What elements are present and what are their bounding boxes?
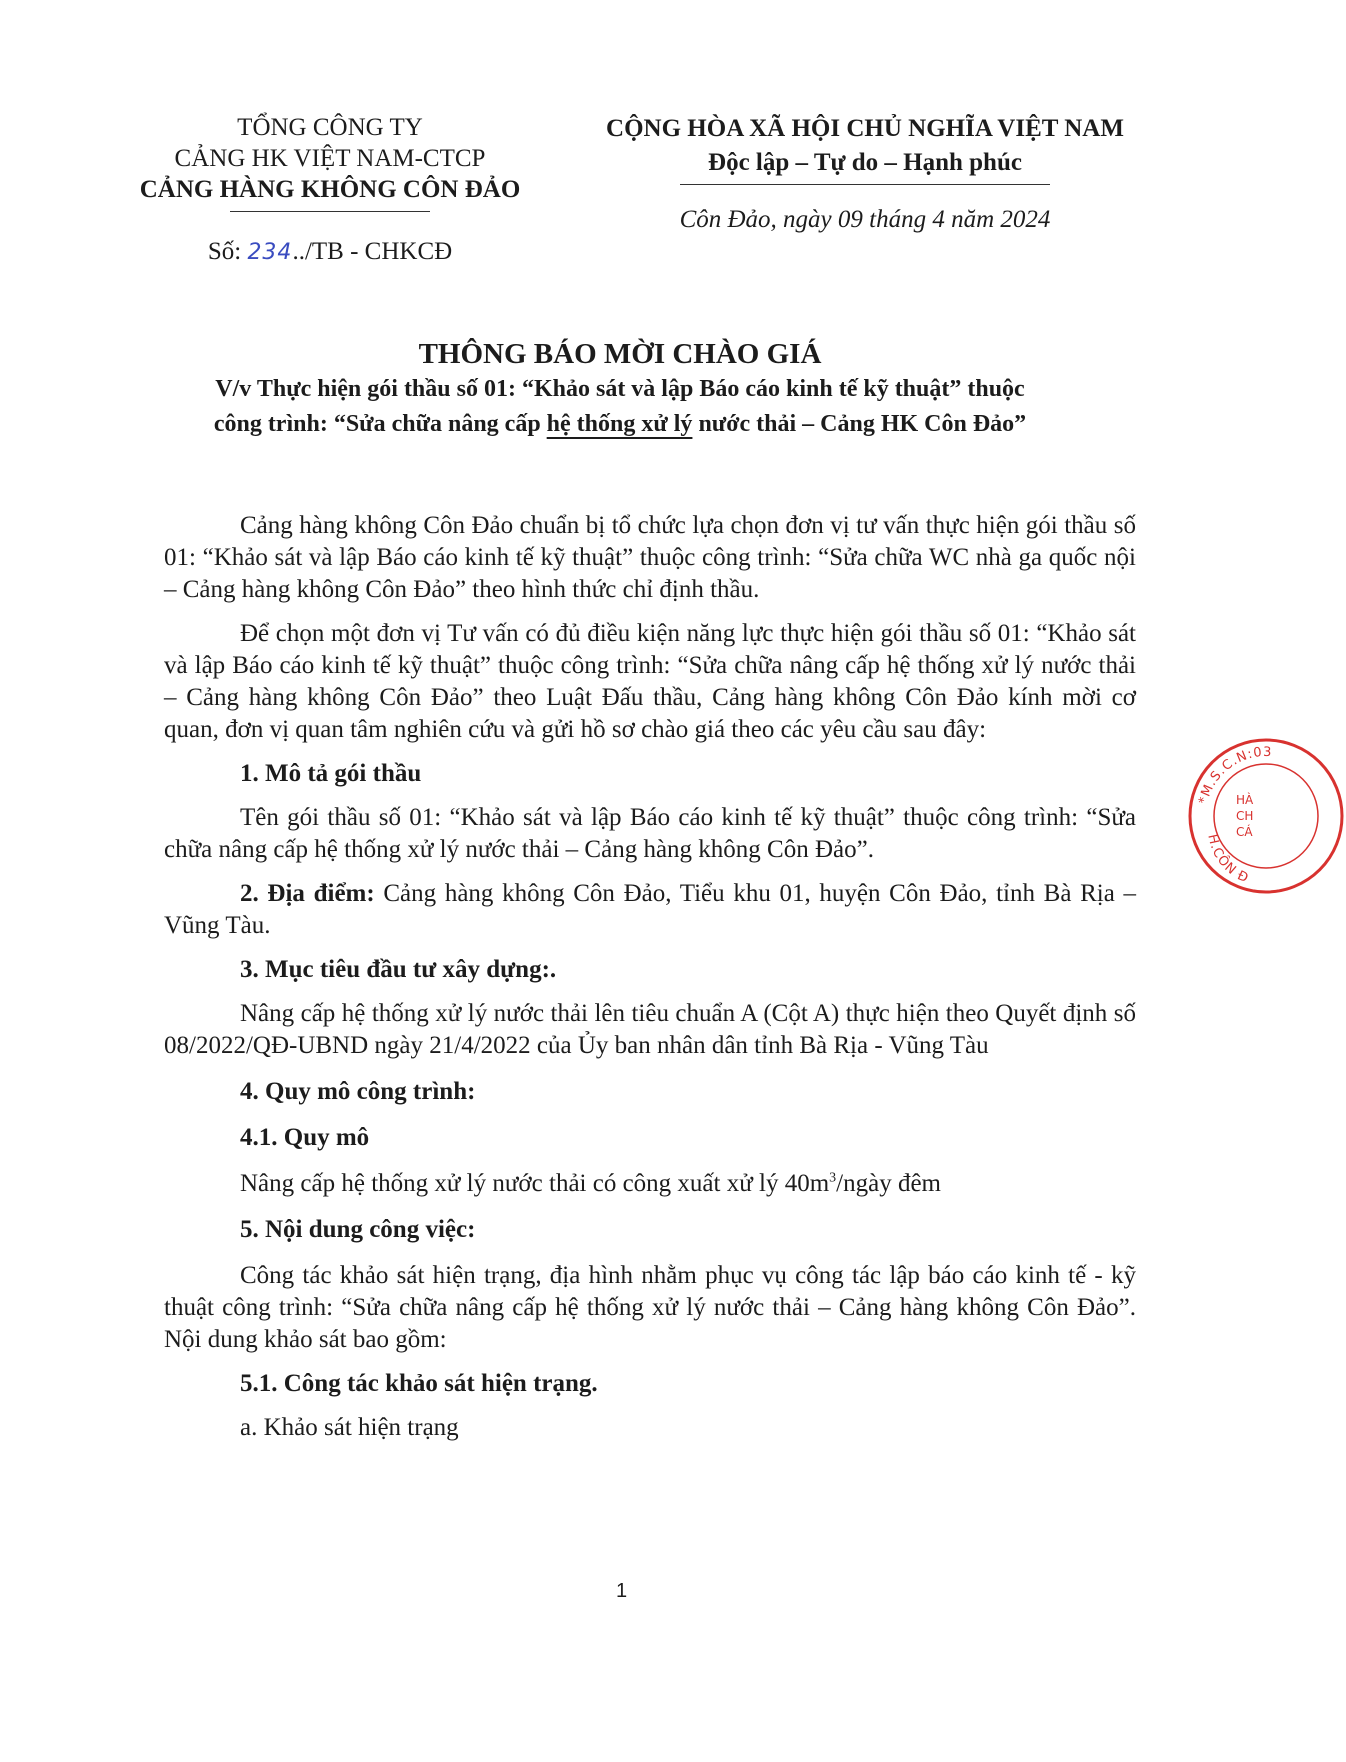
issuer-parent-line1: TỔNG CÔNG TY (237, 114, 423, 141)
paragraph-invitation: Để chọn một đơn vị Tư vấn có đủ điều kiện năng lực thực hiện gói thầu số 01: “Khảo sát và lập Báo cáo kinh tế kỹ thuật” thuộc công trình: “Sửa chữa nâng cấp hệ thống xử lý nước thải – Cảng hàng không Côn Đảo” theo Luật Đấu thầu, Cảng hàng không Côn Đảo kính mời cơ quan, đơn vị quan tâm nghiên cứu và gửi hồ sơ chào giá theo các yêu cầu sau đây: (164, 620, 1136, 743)
national-motto: Độc lập – Tự do – Hạnh phúc (708, 149, 1022, 176)
document-number-handwritten: 234 (247, 240, 293, 265)
stamp-inner-line-1: HÀ (1236, 793, 1254, 807)
paragraph-survey-item-a: a. Khảo sát hiện trạng (240, 1414, 459, 1441)
section-heading-4-1: 4.1. Quy mô (240, 1124, 370, 1151)
red-seal-stamp-icon (1186, 736, 1346, 896)
issuer-divider (230, 211, 430, 212)
document-subject-line2 (90, 407, 1150, 442)
issuer-parent-line2: CẢNG HK VIỆT NAM-CTCP (174, 145, 486, 172)
stamp-ring-text-top: *M.S.C.N:03 (1196, 744, 1273, 806)
paragraph-objective: Nâng cấp hệ thống xử lý nước thải lên tiêu chuẩn A (Cột A) thực hiện theo Quyết định số 08/2022/QĐ-UBND ngày 21/4/2022 của Ủy ban nhân dân tỉnh Bà Rịa - Vũng Tàu (164, 1000, 1136, 1059)
location-text: Cảng hàng không Côn Đảo, Tiểu khu 01, huyện Côn Đảo, tỉnh Bà Rịa – Vũng Tàu. (164, 880, 1136, 939)
scale-superscript: 3 (829, 1170, 837, 1186)
document-number-prefix: Số: (207, 238, 248, 265)
document-title: THÔNG BÁO MỜI CHÀO GIÁ (418, 338, 822, 370)
paragraph-location (164, 878, 1136, 942)
subject-line2-part-a: công trình: “Sửa chữa nâng cấp (213, 411, 547, 437)
stamp-ring-text-bottom: H.CÔN Đ (1204, 832, 1252, 887)
subject-line2-underlined: hệ thống xử lý (546, 411, 693, 437)
country-name: CỘNG HÒA XÃ HỘI CHỦ NGHĨA VIỆT NAM (606, 115, 1124, 142)
document-body (164, 510, 1136, 1444)
paragraph-package-name: Tên gói thầu số 01: “Khảo sát và lập Báo cáo kinh tế kỹ thuật” thuộc công trình: “Sửa chữa nâng cấp hệ thống xử lý nước thải – Cảng hàng không Côn Đảo”. (164, 804, 1136, 863)
page-number: 1 (615, 1580, 628, 1602)
document-number-suffix: ../TB - CHKCĐ (292, 238, 453, 265)
document-number (110, 236, 550, 268)
paragraph-work-content: Công tác khảo sát hiện trạng, địa hình nhằm phục vụ công tác lập báo cáo kinh tế - kỹ thuật công trình: “Sửa chữa nâng cấp hệ thống xử lý nước thải – Cảng hàng không Côn Đảo”. Nội dung khảo sát bao gồm: (164, 1262, 1136, 1353)
section-heading-5: 5. Nội dung công việc: (240, 1216, 476, 1243)
scale-text-a: Nâng cấp hệ thống xử lý nước thải có công xuất xử lý 40m (240, 1170, 830, 1197)
section-heading-2: 2. Địa điểm: (240, 880, 375, 907)
scale-text-b: /ngày đêm (836, 1170, 942, 1197)
document-title-block (90, 336, 1150, 442)
section-heading-1: 1. Mô tả gói thầu (240, 760, 422, 787)
section-heading-4: 4. Quy mô công trình: (240, 1078, 476, 1105)
stamp-inner-ring (1214, 764, 1318, 868)
issuer-header (110, 112, 550, 268)
stamp-inner-line-2: CH (1236, 809, 1254, 823)
paragraph-intro: Cảng hàng không Côn Đảo chuẩn bị tổ chức lựa chọn đơn vị tư vấn thực hiện gói thầu số 01: “Khảo sát và lập Báo cáo kinh tế kỹ thuật” thuộc công trình: “Sửa chữa WC nhà ga quốc nội – Cảng hàng không Côn Đảo” theo hình thức chỉ định thầu. (164, 512, 1136, 603)
section-heading-5-1: 5.1. Công tác khảo sát hiện trạng. (240, 1370, 598, 1397)
section-heading-3: 3. Mục tiêu đầu tư xây dựng:. (240, 956, 557, 983)
national-header (560, 112, 1170, 237)
stamp-inner-line-3: CÁ (1236, 825, 1253, 839)
subject-line2-part-c: nước thải – Cảng HK Côn Đảo” (692, 411, 1027, 437)
issuer-name: CẢNG HÀNG KHÔNG CÔN ĐẢO (139, 176, 521, 203)
motto-divider (680, 184, 1050, 185)
stamp-outer-ring (1190, 740, 1342, 892)
document-subject-line1: V/v Thực hiện gói thầu số 01: “Khảo sát và lập Báo cáo kinh tế kỹ thuật” thuộc (215, 376, 1025, 402)
issue-date: Côn Đảo, ngày 09 tháng 4 năm 2024 (679, 206, 1051, 233)
paragraph-scale (164, 1168, 1136, 1200)
